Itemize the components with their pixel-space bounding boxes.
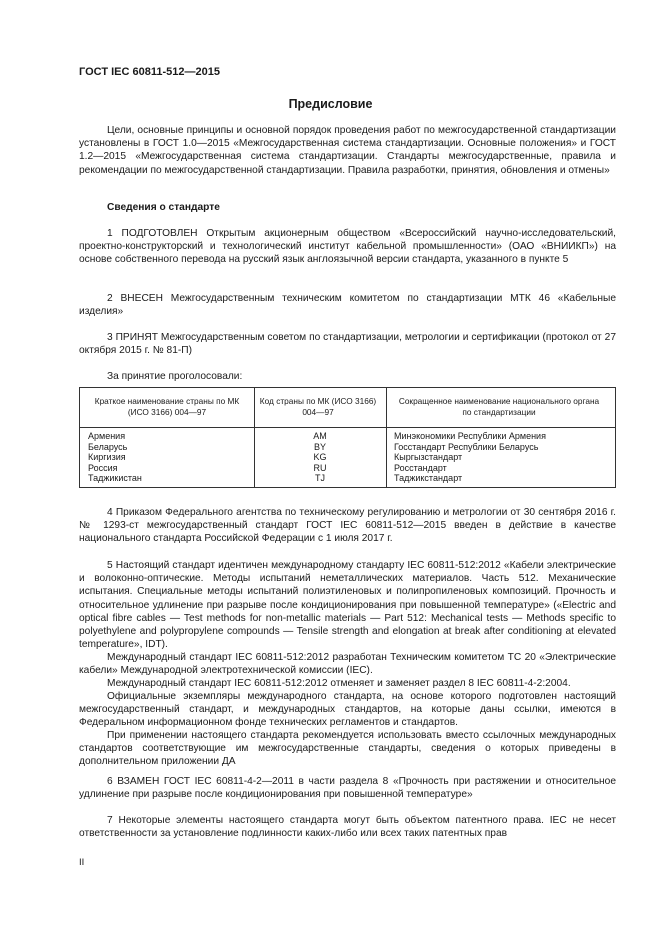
paragraph-5d: При применении настоящего стандарта рекомендуется использовать вместо ссылочных международных стандартов соответствующие им межгосударственные стандарты, сведения о которых приведены в дополнительном приложении ДА <box>79 730 616 768</box>
paragraph-1: 1 ПОДГОТОВЛЕН Открытым акционерным обществом «Всероссийский научно-исследовательский, проектно-конструкторский и технологический институт кабельной промышленности» (ОАО «ВНИИКП») на основе собственного перевода на русский язык англоязычной версии стандарта, указанного в пункте 5 <box>79 228 616 266</box>
paragraph-5a: Международный стандарт IEC 60811-512:2012 разработан Техническим комитетом TC 20 «Электрические кабели» Международной электротехнической комиссии (IEC). <box>79 652 616 677</box>
paragraph-5c: Официальные экземпляры международного стандарта, на основе которого подготовлен настоящий межгосударственный стандарт, и международных стандартов, на которые даны ссылки, имеются в Федеральном информационном фонде технических регламентов и стандартов. <box>79 691 616 729</box>
paragraph-5: 5 Настоящий стандарт идентичен международному стандарту IEC 60811-512:2012 «Кабели электрические и волоконно-оптические. Методы испытаний неметаллических материалов. Часть 512. Механические испытания. Специальные методы испытаний полиэтиленовых и полипропиленовых композиций. Прочность и относительное удлинение при разрыве после кондиционирования при повышенной температуре» («Electric and optical fibre cables — Test methods for non-metallic materials — Part 512: Mechanical tests — Methods specific to polyethylene and polypropylene compounds — Tensile strength and elongation at break after conditioning at elevated temperature», IDT). <box>79 560 616 651</box>
table-header-row <box>80 388 615 428</box>
paragraph-5b: Международный стандарт IEC 60811-512:2012 отменяет и заменяет раздел 8 IEC 60811-4-2:2004. <box>107 678 571 689</box>
table-header-country: Краткое наименование страны по МК (ИСО 3166) 004—97 <box>94 396 240 417</box>
table-cell: Таджикстандарт <box>394 473 463 483</box>
table-cell: Кыргызстандарт <box>394 452 463 462</box>
table-cell: Россия <box>88 462 118 473</box>
paragraph-2: 2 ВНЕСЕН Межгосударственным техническим комитетом по стандартизации МТК 46 «Кабельные изделия» <box>79 293 616 318</box>
table-cell: Росстандарт <box>394 462 447 473</box>
table-cell: KG <box>313 452 327 462</box>
table-divider <box>386 388 387 487</box>
page-number: II <box>79 857 85 868</box>
voting-table <box>79 387 616 488</box>
paragraph-7: 7 Некоторые элементы настоящего стандарта могут быть объектом патентного права. IEC не несет ответственности за установление подлинности каких-либо или всех таких патентных прав <box>79 815 616 840</box>
document-id-header: ГОСТ IEC 60811-512—2015 <box>79 66 220 78</box>
table-column-code <box>256 431 384 484</box>
table-divider <box>254 388 255 487</box>
table-header-body: Сокращенное наименование национального органа по стандартизации <box>398 396 600 417</box>
table-cell: Армения <box>88 431 126 441</box>
voted-label: За принятие проголосовали: <box>107 371 243 382</box>
table-cell: BY <box>313 441 326 452</box>
table-cell: AM <box>313 431 327 441</box>
table-cell: RU <box>313 462 327 473</box>
table-column-country <box>88 431 248 484</box>
table-cell: Госстандарт Республики Беларусь <box>394 441 539 452</box>
section-subheading: Сведения о стандарте <box>107 202 220 213</box>
table-cell: Минэкономики Республики Армения <box>394 431 546 441</box>
paragraph-6: 6 ВЗАМЕН ГОСТ IEC 60811-4-2—2011 в части раздела 8 «Прочность при растяжении и относительное удлинение при разрыве после кондиционирования при повышенной температуре» <box>79 776 616 801</box>
table-column-body <box>394 431 609 484</box>
table-cell: TJ <box>315 473 325 483</box>
intro-paragraph: Цели, основные принципы и основной порядок проведения работ по межгосударственной стандартизации установлены в ГОСТ 1.0—2015 «Межгосударственная система стандартизации. Основные положения» и ГОСТ 1.2—2015 «Межгосударственная система стандартизации. Стандарты межгосударственные, правила и рекомендации по межгосударственной стандартизации. Правила разработки, принятия, обновления и отмены» <box>79 125 616 176</box>
table-cell: Киргизия <box>88 452 126 462</box>
paragraph-3: 3 ПРИНЯТ Межгосударственным советом по стандартизации, метрологии и сертификации (протокол от 27 октября 2015 г. № 81-П) <box>79 332 616 357</box>
paragraph-4: 4 Приказом Федерального агентства по техническому регулированию и метрологии от 30 сентября 2016 г. № 1293-ст межгосударственный стандарт ГОСТ IEC 60811-512—2015 введен в действие в качестве национального стандарта Российской Федерации с 1 июля 2017 г. <box>79 507 616 545</box>
page-title: Предисловие <box>288 97 373 111</box>
table-cell: Беларусь <box>88 441 128 452</box>
table-header-code: Код страны по МК (ИСО 3166) 004—97 <box>259 396 377 417</box>
table-cell: Таджикистан <box>88 473 142 483</box>
